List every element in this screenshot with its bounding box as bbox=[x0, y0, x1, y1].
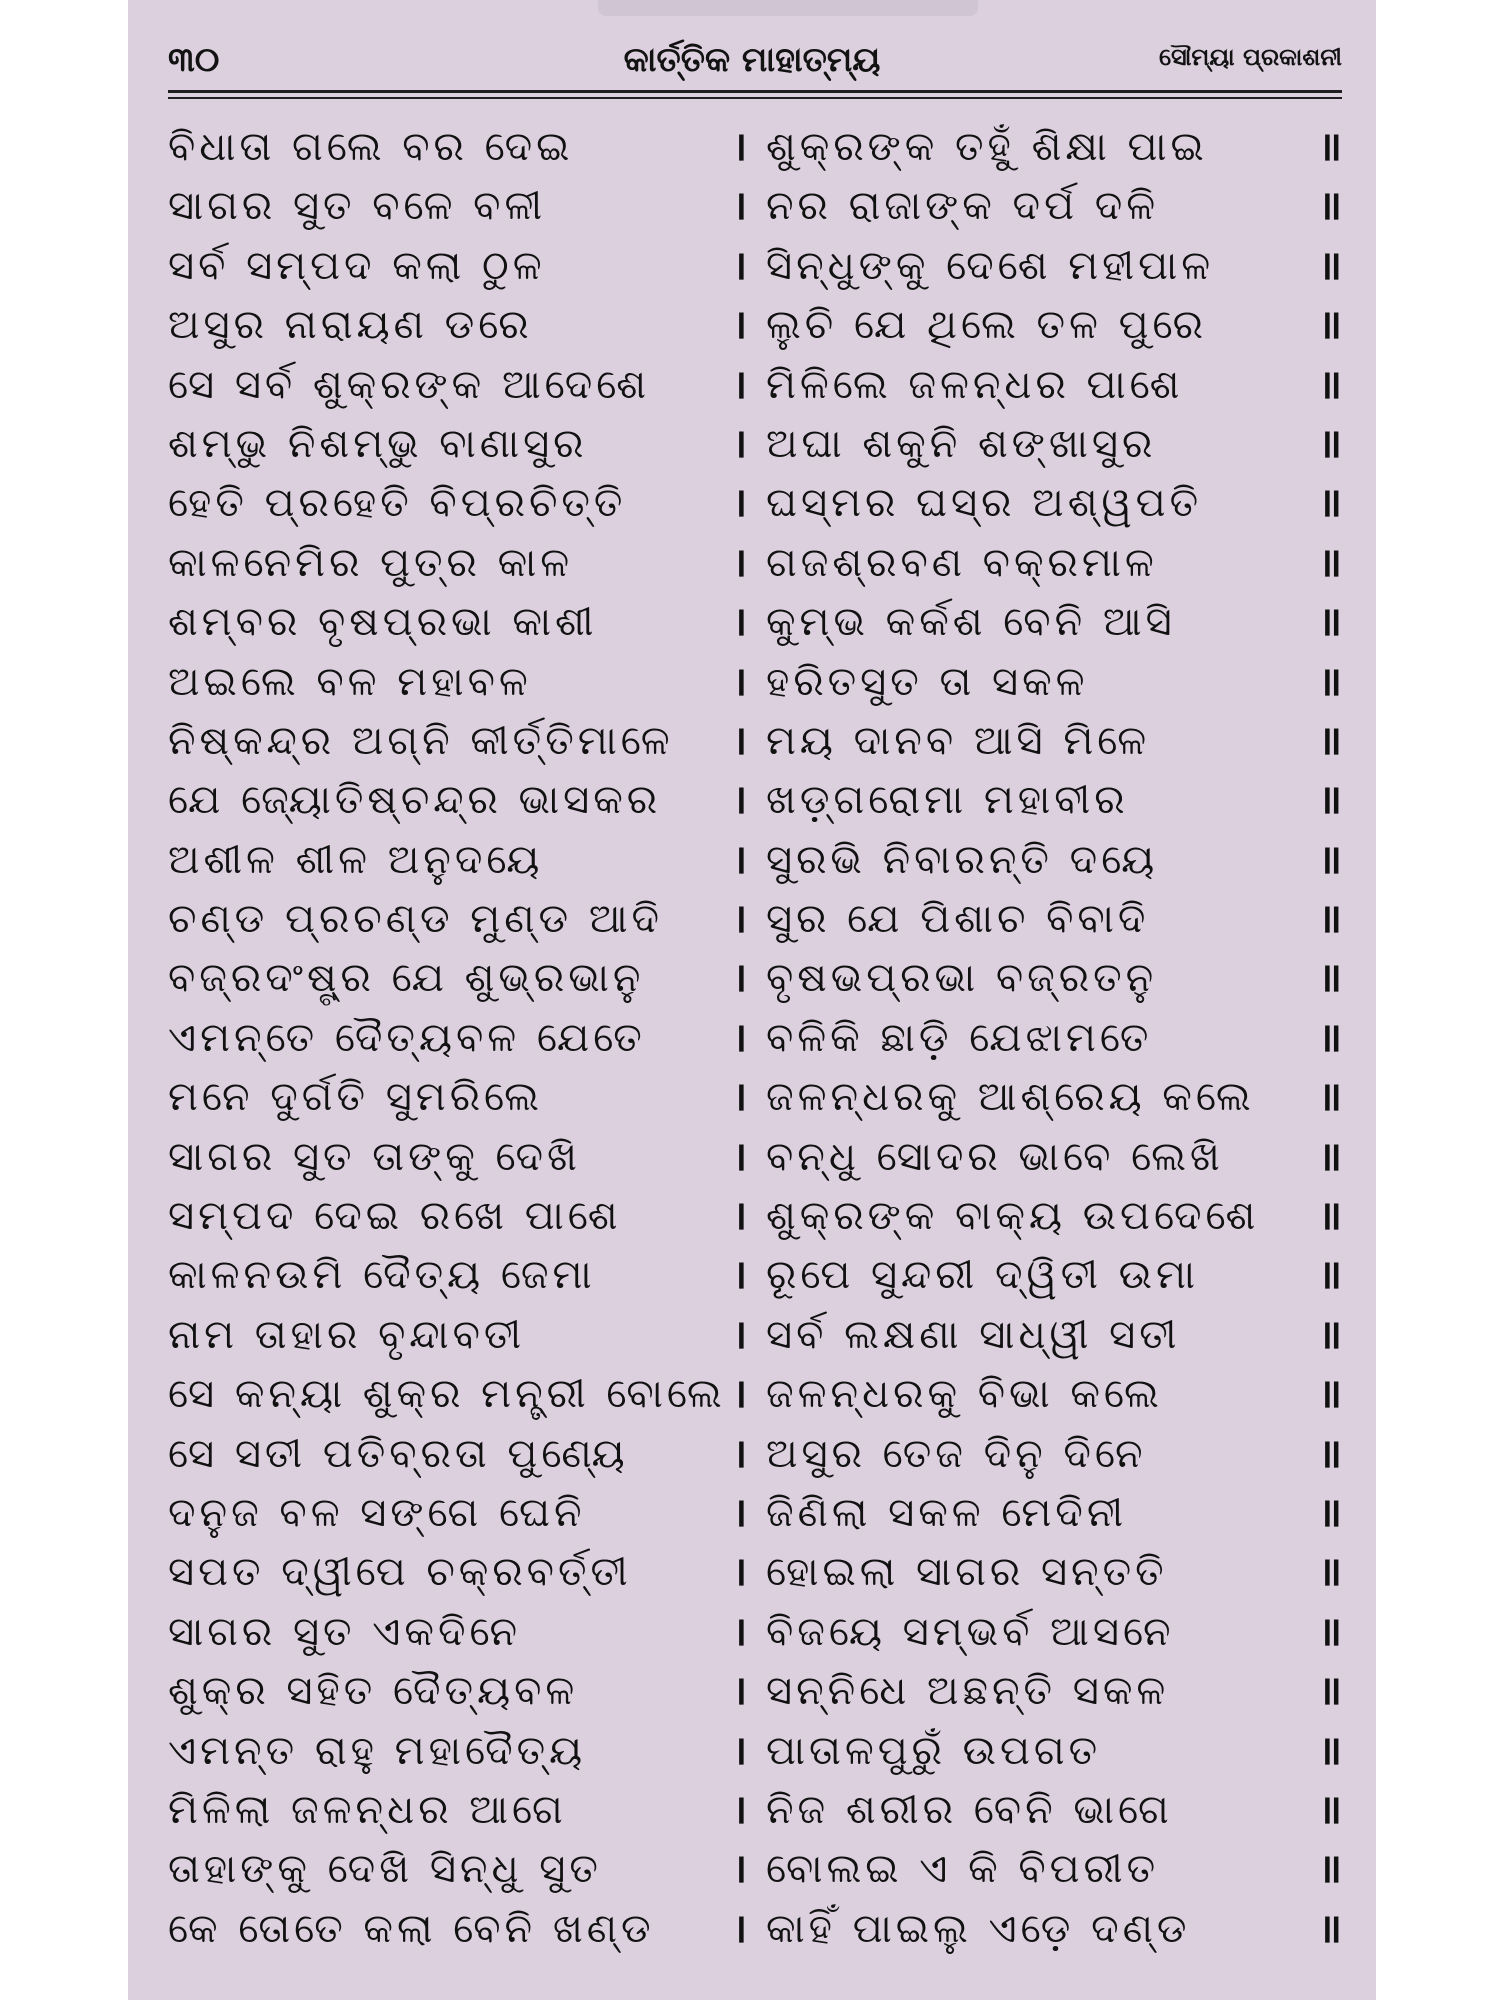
verse-left-half: ନିଷ୍କନ୍ଦ୍ର ଅଗ୍ନି କୀର୍ତ୍ତିମାଳେ bbox=[168, 717, 674, 764]
verse-right-half: ହୋଇଲା ସାଗର ସନ୍ତତି bbox=[766, 1549, 1168, 1596]
verse-left-half: ଦନୁଜ ବଳ ସଙ୍ଗେ ଘେନି bbox=[168, 1489, 586, 1536]
verse-separator: । bbox=[732, 1786, 748, 1833]
verse-right-half: ଲୁଚି ଯେ ଥିଲେ ତଳ ପୁରେ bbox=[766, 302, 1207, 349]
verse-right-half: ଶୁକ୍ରଙ୍କ ତହୁଁ ଶିକ୍ଷା ପାଇ bbox=[766, 124, 1208, 170]
verse-row bbox=[168, 237, 1342, 296]
verse-left-half: ଯେ ଜ୍ୟୋତିଷ୍ଚନ୍ଦ୍ର ଭାସକର bbox=[168, 777, 662, 824]
verse-end-mark: ॥ bbox=[1318, 1727, 1342, 1774]
verse-separator: । bbox=[732, 1727, 748, 1774]
page-header bbox=[128, 28, 1376, 88]
verse-end-mark: ॥ bbox=[1318, 480, 1342, 527]
verse-row bbox=[168, 1900, 1342, 1959]
publisher-name: ସୌମ୍ୟା ପ୍ରକାଶନୀ bbox=[1158, 43, 1342, 71]
verse-separator: । bbox=[732, 1193, 748, 1240]
verse-end-mark: ॥ bbox=[1318, 599, 1342, 646]
verse-row bbox=[168, 712, 1342, 771]
verse-separator: । bbox=[732, 1133, 748, 1180]
verse-list bbox=[168, 118, 1342, 1978]
verse-right-half: ସୁର ଯେ ପିଶାଚ ବିବାଦି bbox=[766, 896, 1150, 943]
verse-row bbox=[168, 1425, 1342, 1484]
verse-end-mark: ॥ bbox=[1318, 955, 1342, 1002]
verse-separator: । bbox=[732, 480, 748, 527]
verse-row bbox=[168, 1603, 1342, 1662]
verse-left-half: ବଜ୍ରଦଂଷ୍ଟ୍ର ଯେ ଶୁଭ୍ରଭାନୁ bbox=[168, 955, 645, 1002]
verse-left-half: ଶମ୍ଭୁ ନିଶମ୍ଭୁ ବାଣାସୁର bbox=[168, 420, 588, 467]
verse-separator: । bbox=[732, 599, 748, 646]
verse-left-half: ମନେ ଦୁର୍ଗତି ସୁମରିଲେ bbox=[168, 1074, 543, 1121]
verse-separator: । bbox=[732, 1074, 748, 1121]
verse-separator: । bbox=[732, 1668, 748, 1715]
verse-end-mark: ॥ bbox=[1318, 1905, 1342, 1952]
verse-right-half: ଘସ୍ମର ଘସ୍ର ଅଶ୍ୱପତି bbox=[766, 480, 1203, 527]
verse-left-half: ଚଣ୍ଡ ପ୍ରଚଣ୍ଡ ମୁଣ୍ଡ ଆଦି bbox=[168, 896, 664, 943]
verse-row bbox=[168, 534, 1342, 593]
verse-end-mark: ॥ bbox=[1318, 1371, 1342, 1418]
verse-left-half: ସାଗର ସୁତ ତାଙ୍କୁ ଦେଖି bbox=[168, 1133, 581, 1180]
verse-end-mark: ॥ bbox=[1318, 1193, 1342, 1240]
verse-right-half: ବଳିକି ଛାଡ଼ି ଯେଝାମତେ bbox=[766, 1014, 1153, 1061]
verse-end-mark: ॥ bbox=[1318, 896, 1342, 943]
verse-row bbox=[168, 118, 1342, 177]
verse-right-half: ଗଜଶ୍ରବଣ ବକ୍ରମାଳ bbox=[766, 539, 1158, 586]
verse-row bbox=[168, 1009, 1342, 1068]
verse-separator: । bbox=[732, 777, 748, 824]
verse-row bbox=[168, 1187, 1342, 1246]
verse-right-half: ମିଳିଲେ ଜଳନ୍ଧର ପାଶେ bbox=[766, 361, 1184, 408]
verse-row bbox=[168, 474, 1342, 533]
verse-left-half: ମିଳିଲା ଜଳନ୍ଧର ଆଗେ bbox=[168, 1786, 567, 1833]
verse-left-half: ସେ ସତୀ ପତିବ୍ରତା ପୁଣ୍ୟେ bbox=[168, 1430, 629, 1477]
verse-row bbox=[168, 296, 1342, 355]
verse-left-half: ତାହାଙ୍କୁ ଦେଖି ସିନ୍ଧୁ ସୁତ bbox=[168, 1846, 602, 1893]
verse-end-mark: ॥ bbox=[1318, 1608, 1342, 1655]
verse-separator: । bbox=[732, 1905, 748, 1952]
verse-left-half: ଅଶୀଳ ଶୀଳ ଅନୁଦୟେ bbox=[168, 836, 544, 883]
verse-left-half: କାଳନେମିର ପୁତ୍ର କାଳ bbox=[168, 539, 574, 586]
verse-left-half: ସେ ସର୍ବ ଶୁକ୍ରଙ୍କ ଆଦେଶେ bbox=[168, 361, 651, 408]
verse-right-half: ଖଡ଼୍‌ଗରୋମା ମହାବୀର bbox=[766, 777, 1129, 824]
verse-left-half: ସପତ ଦ୍ୱୀପେ ଚକ୍ରବର୍ତ୍ତୀ bbox=[168, 1549, 632, 1596]
verse-separator: । bbox=[732, 1549, 748, 1596]
verse-separator: । bbox=[732, 1371, 748, 1418]
verse-right-half: ଜିଣିଲା ସକଳ ମେଦିନୀ bbox=[766, 1489, 1128, 1536]
verse-end-mark: ॥ bbox=[1318, 1430, 1342, 1477]
verse-left-half: କେ ତୋତେ କଲା ବେନି ଖଣ୍ଡ bbox=[168, 1905, 655, 1952]
verse-row bbox=[168, 1306, 1342, 1365]
verse-left-half: ନାମ ତାହାର ବୃନ୍ଦାବତୀ bbox=[168, 1311, 526, 1358]
verse-row bbox=[168, 1246, 1342, 1305]
verse-left-half: ସର୍ବ ସମ୍ପଦ କଲା ଠୁଳ bbox=[168, 242, 546, 289]
verse-row bbox=[168, 1484, 1342, 1543]
verse-end-mark: ॥ bbox=[1318, 836, 1342, 883]
page-title: କାର୍ତ୍ତିକ ମାହାତ୍ମ୍ୟ bbox=[623, 40, 881, 80]
verse-left-half: ଶମ୍ବର ବୃଷପ୍ରଭା କାଶୀ bbox=[168, 599, 598, 646]
verse-separator: । bbox=[732, 836, 748, 883]
page-number: ୩୦ bbox=[168, 40, 220, 80]
verse-row bbox=[168, 1365, 1342, 1424]
verse-end-mark: ॥ bbox=[1318, 361, 1342, 408]
verse-left-half: ହେତି ପ୍ରହେତି ବିପ୍ରଚିତ୍ତି bbox=[168, 480, 627, 527]
verse-separator: । bbox=[732, 896, 748, 943]
verse-right-half: ହରିତସୁତ ତା ସକଳ bbox=[766, 658, 1089, 705]
verse-separator: । bbox=[732, 717, 748, 764]
verse-right-half: ସିନ୍ଧୁଙ୍କୁ ଦେଶେ ମହୀପାଳ bbox=[766, 242, 1215, 289]
verse-row bbox=[168, 890, 1342, 949]
show-through-shadow bbox=[598, 0, 978, 16]
verse-row bbox=[168, 1068, 1342, 1127]
verse-row bbox=[168, 593, 1342, 652]
verse-right-half: ସୁରଭି ନିବାରନ୍ତି ଦୟେ bbox=[766, 836, 1159, 883]
verse-end-mark: ॥ bbox=[1318, 1549, 1342, 1596]
verse-separator: । bbox=[732, 1014, 748, 1061]
verse-right-half: ବୃଷଭପ୍ରଭା ବଜ୍ରତନୁ bbox=[766, 955, 1158, 1002]
verse-end-mark: ॥ bbox=[1318, 1311, 1342, 1358]
verse-right-half: ବନ୍ଧୁ ସୋଦର ଭାବେ ଲେଖି bbox=[766, 1133, 1224, 1180]
verse-separator: । bbox=[732, 1846, 748, 1893]
verse-row bbox=[168, 1722, 1342, 1781]
verse-row bbox=[168, 415, 1342, 474]
verse-separator: । bbox=[732, 1430, 748, 1477]
verse-separator: । bbox=[732, 242, 748, 289]
verse-left-half: ସମ୍ପଦ ଦେଇ ରଖେ ପାଶେ bbox=[168, 1193, 622, 1240]
verse-left-half: ସାଗର ସୁତ ବଳେ ବଳୀ bbox=[168, 183, 547, 230]
verse-row bbox=[168, 949, 1342, 1008]
verse-right-half: ସର୍ବ ଲକ୍ଷଣା ସାଧ୍ୱୀ ସତୀ bbox=[766, 1311, 1181, 1358]
verse-separator: । bbox=[732, 124, 748, 170]
verse-separator: । bbox=[732, 955, 748, 1002]
verse-end-mark: ॥ bbox=[1318, 1074, 1342, 1121]
verse-separator: । bbox=[732, 1311, 748, 1358]
verse-end-mark: ॥ bbox=[1318, 242, 1342, 289]
verse-row bbox=[168, 1128, 1342, 1187]
verse-end-mark: ॥ bbox=[1318, 1133, 1342, 1180]
verse-end-mark: ॥ bbox=[1318, 717, 1342, 764]
verse-separator: । bbox=[732, 420, 748, 467]
verse-left-half: ଏମନ୍ତେ ଦୈତ୍ୟବଳ ଯେତେ bbox=[168, 1014, 646, 1061]
verse-row bbox=[168, 653, 1342, 712]
verse-separator: । bbox=[732, 302, 748, 349]
verse-separator: । bbox=[732, 1252, 748, 1299]
verse-end-mark: ॥ bbox=[1318, 1252, 1342, 1299]
verse-separator: । bbox=[732, 1608, 748, 1655]
verse-right-half: ପାତାଳପୁରୁଁ ଉପଗତ bbox=[766, 1727, 1102, 1774]
verse-row bbox=[168, 1840, 1342, 1899]
verse-right-half: କୁମ୍ଭ କର୍କଶ ବେନି ଆସି bbox=[766, 599, 1176, 646]
verse-right-half: ରୂପେ ସୁନ୍ଦରୀ ଦ୍ୱିତୀ ଉମା bbox=[766, 1252, 1200, 1299]
verse-right-half: ଜଳନ୍ଧରକୁ ଆଶ୍ରେୟ କଲେ bbox=[766, 1074, 1255, 1121]
verse-end-mark: ॥ bbox=[1318, 124, 1342, 170]
verse-left-half: ସାଗର ସୁତ ଏକଦିନେ bbox=[168, 1608, 522, 1655]
verse-right-half: ସନ୍ନିଧେ ଅଛନ୍ତି ସକଳ bbox=[766, 1668, 1170, 1715]
header-rule bbox=[168, 90, 1342, 99]
verse-row bbox=[168, 1662, 1342, 1721]
verse-end-mark: ॥ bbox=[1318, 658, 1342, 705]
verse-end-mark: ॥ bbox=[1318, 1668, 1342, 1715]
verse-end-mark: ॥ bbox=[1318, 1489, 1342, 1536]
verse-row bbox=[168, 356, 1342, 415]
verse-end-mark: ॥ bbox=[1318, 183, 1342, 230]
verse-end-mark: ॥ bbox=[1318, 420, 1342, 467]
verse-separator: । bbox=[732, 539, 748, 586]
verse-separator: । bbox=[732, 1489, 748, 1536]
verse-left-half: ଅସୁର ନାରାୟଣ ଡରେ bbox=[168, 302, 533, 349]
verse-separator: । bbox=[732, 658, 748, 705]
verse-row bbox=[168, 177, 1342, 236]
verse-right-half: ନର ରାଜାଙ୍କ ଦର୍ପ ଦଳି bbox=[766, 183, 1160, 230]
verse-right-half: ବିଜୟେ ସମ୍ଭର୍ବ ଆସନେ bbox=[766, 1608, 1175, 1655]
verse-right-half: ନିଜ ଶରୀର ବେନି ଭାଗେ bbox=[766, 1786, 1173, 1833]
verse-right-half: ଜଳନ୍ଧରକୁ ବିଭା କଲେ bbox=[766, 1371, 1163, 1418]
verse-end-mark: ॥ bbox=[1318, 777, 1342, 824]
verse-row bbox=[168, 831, 1342, 890]
verse-separator: । bbox=[732, 361, 748, 408]
verse-right-half: କାହିଁ ପାଇଲୁ ଏଡ଼େ ଦଣ୍ଡ bbox=[766, 1905, 1191, 1952]
verse-row bbox=[168, 771, 1342, 830]
verse-left-half: ଅଇଲେ ବଳ ମହାବଳ bbox=[168, 658, 532, 705]
verse-row bbox=[168, 1781, 1342, 1840]
verse-right-half: ଅଘା ଶକୁନି ଶଙ୍ଖାସୁର bbox=[766, 420, 1157, 467]
verse-right-half: ବୋଲଇ ଏ କି ବିପରୀତ bbox=[766, 1846, 1160, 1893]
verse-right-half: ଅସୁର ତେଜ ଦିନୁ ଦିନେ bbox=[766, 1430, 1147, 1477]
verse-end-mark: ॥ bbox=[1318, 1014, 1342, 1061]
verse-row bbox=[168, 1543, 1342, 1602]
verse-left-half: ବିଧାତା ଗଲେ ବର ଦେଇ bbox=[168, 124, 574, 170]
verse-end-mark: ॥ bbox=[1318, 302, 1342, 349]
verse-left-half: ସେ କନ୍ୟା ଶୁକ୍ର ମନ୍ତ୍ରୀ ବୋଲେ bbox=[168, 1371, 726, 1418]
verse-left-half: କାଳନଉମି ଦୈତ୍ୟ ଜେମା bbox=[168, 1252, 596, 1299]
book-page bbox=[128, 0, 1376, 2000]
verse-right-half: ଶୁକ୍ରଙ୍କ ବାକ୍ୟ ଉପଦେଶେ bbox=[766, 1193, 1260, 1240]
verse-left-half: ଏମନ୍ତ ରାହୁ ମହାଦୈତ୍ୟ bbox=[168, 1727, 587, 1774]
verse-right-half: ମୟ ଦାନବ ଆସି ମିଳେ bbox=[766, 717, 1151, 764]
verse-end-mark: ॥ bbox=[1318, 1846, 1342, 1893]
verse-separator: । bbox=[732, 183, 748, 230]
verse-left-half: ଶୁକ୍ର ସହିତ ଦୈତ୍ୟବଳ bbox=[168, 1668, 579, 1715]
verse-end-mark: ॥ bbox=[1318, 1786, 1342, 1833]
verse-end-mark: ॥ bbox=[1318, 539, 1342, 586]
